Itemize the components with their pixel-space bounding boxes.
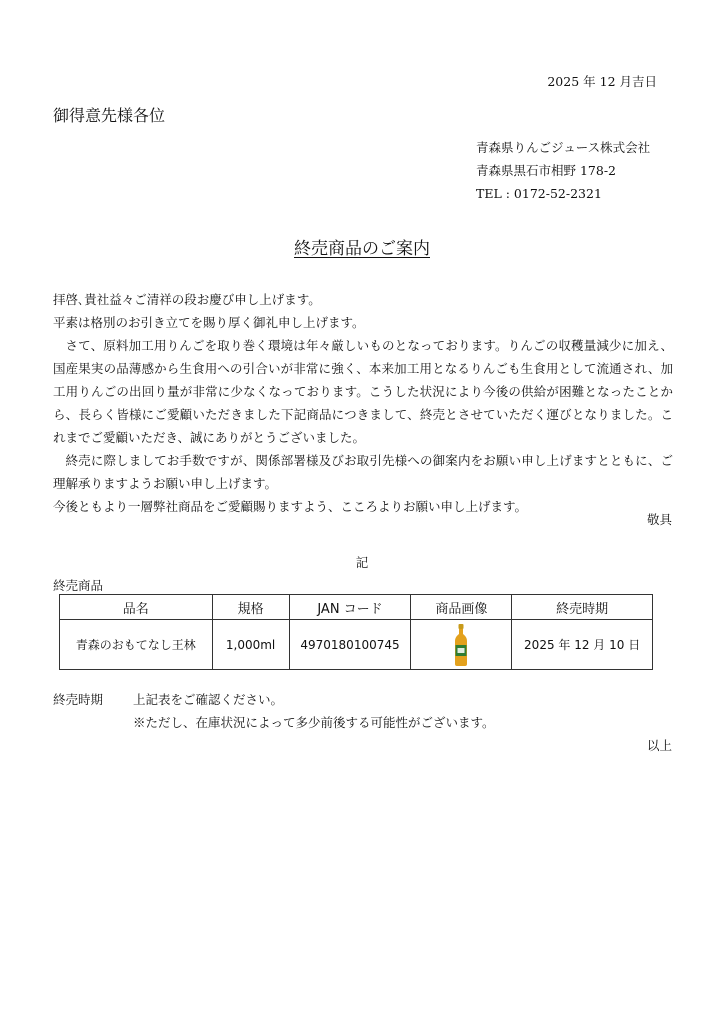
table-header-row xyxy=(60,595,653,620)
sender-block xyxy=(476,136,650,205)
greeting-line: 拝啓､貴社益々ご清祥の段お慶び申し上げます。 xyxy=(53,292,321,307)
note-label: 終売時期 xyxy=(53,692,104,707)
thanks-line: 平素は格別のお引き立てを賜り厚く御礼申し上げます。 xyxy=(53,315,365,330)
sender-tel: TEL : 0172-52-2321 xyxy=(476,186,602,201)
closing-request-line: 今後ともより一層弊社商品をご愛顧賜りますよう、こころよりお願い申し上げます。 xyxy=(53,499,528,514)
closing-keigu: 敬具 xyxy=(646,512,672,527)
note-line-2: ※ただし、在庫状況によって多少前後する可能性がございます。 xyxy=(133,715,495,730)
letter-body xyxy=(53,288,673,518)
table-caption: 終売商品 xyxy=(53,578,104,593)
cell-product-image xyxy=(411,620,512,670)
header-product-image: 商品画像 xyxy=(411,595,512,620)
sender-address: 青森県黒石市相野 178-2 xyxy=(476,163,617,178)
body-paragraph-1: さて、原料加工用りんごを取り巻く環境は年々厳しいものとなっております。りんごの収穫量減少に加え、国産果実の品薄感から生食用への引合いが非常に強く、本来加工用となるりんごも生食用として流通され、加工用りんごの出回り量が非常に少なくなっております。こうした状況により今後の供給が困難となったことから、長らく皆様にご愛顧いただきました下記商品につきまして、終売とさせていただく運びとなりました。これまでご愛顧いただき、誠にありがとうございました。 xyxy=(53,338,673,445)
cell-end-date: 2025 年 12 月 10 日 xyxy=(512,620,653,670)
discontinued-products-table xyxy=(59,594,653,670)
header-jan-code: JAN コード xyxy=(289,595,411,620)
juice-bottle-image xyxy=(453,624,469,666)
header-product-name: 品名 xyxy=(60,595,213,620)
document-date: 2025 年 12 月吉日 xyxy=(547,74,657,89)
addressee: 御得意先様各位 xyxy=(53,106,166,125)
body-paragraph-2: 終売に際しましてお手数ですが、関係部署様及びお取引先様への御案内をお願い申し上げますとともに、ご理解承りますようお願い申し上げます。 xyxy=(53,453,673,491)
end-mark: 以上 xyxy=(646,738,672,753)
table-row xyxy=(60,620,653,670)
note-line-1: 上記表をご確認ください。 xyxy=(133,692,284,707)
ki-heading: 記 xyxy=(355,555,369,570)
cell-product-name: 青森のおもてなし王林 xyxy=(60,620,213,670)
document-title-wrap xyxy=(0,234,724,259)
header-spec: 規格 xyxy=(212,595,289,620)
cell-jan-code: 4970180100745 xyxy=(289,620,411,670)
cell-spec: 1,000ml xyxy=(212,620,289,670)
header-end-date: 終売時期 xyxy=(512,595,653,620)
document-title: 終売商品のご案内 xyxy=(294,239,430,259)
sender-company: 青森県りんごジュース株式会社 xyxy=(476,140,651,155)
